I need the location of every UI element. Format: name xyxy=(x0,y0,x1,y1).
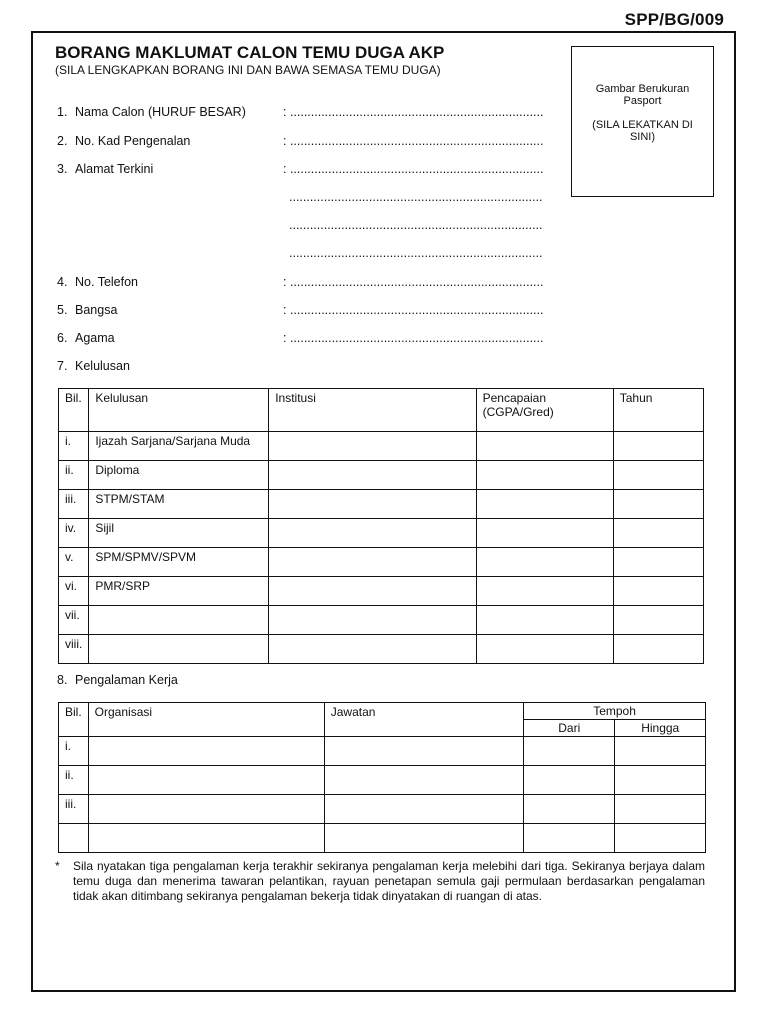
institution-cell[interactable] xyxy=(269,490,476,519)
header-cell-from: Dari xyxy=(524,720,615,737)
qualification-label: SPM/SPMV/SPVM xyxy=(89,548,269,577)
field-name xyxy=(57,105,246,119)
qualification-input[interactable] xyxy=(89,606,269,635)
table-row xyxy=(59,795,706,824)
field-label: No. Kad Pengenalan xyxy=(75,134,191,148)
institution-cell[interactable] xyxy=(269,635,476,664)
field-label: No. Telefon xyxy=(75,275,139,289)
header-cell: Pencapaian (CGPA/Gred) xyxy=(476,389,613,432)
year-cell[interactable] xyxy=(613,490,703,519)
institution-cell[interactable] xyxy=(269,577,476,606)
to-cell[interactable] xyxy=(615,824,706,853)
table-row xyxy=(59,432,704,461)
year-cell[interactable] xyxy=(613,432,703,461)
row-number: vi. xyxy=(59,577,89,606)
field-number: 2. xyxy=(57,134,68,148)
row-number: iii. xyxy=(59,795,89,824)
header-cell: Organisasi xyxy=(88,703,324,737)
section-label: Pengalaman Kerja xyxy=(75,673,178,687)
row-number: i. xyxy=(59,737,89,766)
achievement-cell[interactable] xyxy=(476,548,613,577)
achievement-cell[interactable] xyxy=(476,577,613,606)
year-cell[interactable] xyxy=(613,548,703,577)
race-input-line[interactable]: : ......................................................................... xyxy=(283,303,544,317)
position-cell[interactable] xyxy=(324,824,523,853)
row-number: ii. xyxy=(59,766,89,795)
section-number: 8. xyxy=(57,673,68,687)
table-row xyxy=(59,519,704,548)
field-number: 6. xyxy=(57,331,68,345)
header-cell-to: Hingga xyxy=(615,720,706,737)
form-subtitle: (SILA LENGKAPKAN BORANG INI DAN BAWA SEMASA TEMU DUGA) xyxy=(55,63,441,77)
qualifications-table xyxy=(58,388,704,664)
ic-input-line[interactable]: : ......................................................................... xyxy=(283,134,544,148)
organisation-cell[interactable] xyxy=(88,737,324,766)
table-row xyxy=(59,824,706,853)
year-cell[interactable] xyxy=(613,635,703,664)
achievement-cell[interactable] xyxy=(476,635,613,664)
table-header-row xyxy=(59,389,704,432)
address-input-line-4[interactable]: ......................................................................... xyxy=(289,246,543,260)
institution-cell[interactable] xyxy=(269,461,476,490)
row-number: viii. xyxy=(59,635,89,664)
row-number: i. xyxy=(59,432,89,461)
photo-instruction: (SILA LEKATKAN DI SINI) xyxy=(592,119,693,143)
from-cell[interactable] xyxy=(524,766,615,795)
header-cell: Jawatan xyxy=(324,703,523,737)
header-cell: Institusi xyxy=(269,389,476,432)
institution-cell[interactable] xyxy=(269,606,476,635)
year-cell[interactable] xyxy=(613,606,703,635)
field-label: Agama xyxy=(75,331,115,345)
to-cell[interactable] xyxy=(615,766,706,795)
year-cell[interactable] xyxy=(613,461,703,490)
passport-photo-box[interactable] xyxy=(571,46,714,197)
to-cell[interactable] xyxy=(615,737,706,766)
section-label: Kelulusan xyxy=(75,359,130,373)
from-cell[interactable] xyxy=(524,795,615,824)
photo-label: Gambar Berukuran Pasport xyxy=(595,83,690,107)
table-row xyxy=(59,461,704,490)
table-row xyxy=(59,635,704,664)
qualification-label: PMR/SRP xyxy=(89,577,269,606)
address-input-line-3[interactable]: ......................................................................... xyxy=(289,218,543,232)
row-number: iv. xyxy=(59,519,89,548)
footnote xyxy=(55,859,705,904)
section-number: 7. xyxy=(57,359,68,373)
section-qualifications xyxy=(57,359,130,373)
institution-cell[interactable] xyxy=(269,548,476,577)
field-religion xyxy=(57,331,115,345)
position-cell[interactable] xyxy=(324,737,523,766)
achievement-cell[interactable] xyxy=(476,432,613,461)
achievement-cell[interactable] xyxy=(476,490,613,519)
row-number: v. xyxy=(59,548,89,577)
row-number: iii. xyxy=(59,490,89,519)
qualification-label: STPM/STAM xyxy=(89,490,269,519)
qualification-label: Sijil xyxy=(89,519,269,548)
field-label: Bangsa xyxy=(75,303,118,317)
section-work-experience xyxy=(57,673,178,687)
field-number: 5. xyxy=(57,303,68,317)
field-number: 4. xyxy=(57,275,68,289)
institution-cell[interactable] xyxy=(269,519,476,548)
footnote-text: Sila nyatakan tiga pengalaman kerja terakhir sekiranya pengalaman kerja melebihi dari tiga. Sekiranya berjaya dalam temu duga dan menerima tawaran pelantikan, rayuan penetapan semula gaji permulaan berdasarkan pengalaman tidak akan ditimbang sekiranya pengalaman bekerja tidak dinyatakan di ruangan di atas. xyxy=(73,859,705,903)
address-input-line-1[interactable]: : ......................................................................... xyxy=(283,162,544,176)
field-address xyxy=(57,162,153,176)
position-cell[interactable] xyxy=(324,766,523,795)
field-label: Nama Calon (HURUF BESAR) xyxy=(75,105,246,119)
header-cell: Tahun xyxy=(613,389,703,432)
work-experience-table xyxy=(58,702,706,853)
header-cell-period: Tempoh xyxy=(524,703,706,720)
to-cell[interactable] xyxy=(615,795,706,824)
header-cell: Bil. xyxy=(59,703,89,737)
table-row xyxy=(59,577,704,606)
field-number: 1. xyxy=(57,105,68,119)
row-number: vii. xyxy=(59,606,89,635)
from-cell[interactable] xyxy=(524,824,615,853)
row-number: ii. xyxy=(59,461,89,490)
address-input-line-2[interactable]: ......................................................................... xyxy=(289,190,543,204)
achievement-cell[interactable] xyxy=(476,461,613,490)
achievement-cell[interactable] xyxy=(476,606,613,635)
table-row xyxy=(59,490,704,519)
field-number: 3. xyxy=(57,162,68,176)
year-cell[interactable] xyxy=(613,577,703,606)
qualification-label: Ijazah Sarjana/Sarjana Muda xyxy=(89,432,269,461)
field-ic-number xyxy=(57,134,190,148)
document-code: SPP/BG/009 xyxy=(624,10,724,29)
achievement-cell[interactable] xyxy=(476,519,613,548)
table-header-row xyxy=(59,703,706,720)
field-phone xyxy=(57,275,138,289)
from-cell[interactable] xyxy=(524,737,615,766)
header-cell: Bil. xyxy=(59,389,89,432)
table-row xyxy=(59,737,706,766)
row-number xyxy=(59,824,89,853)
religion-input-line[interactable]: : ......................................................................... xyxy=(283,331,544,345)
table-row xyxy=(59,766,706,795)
table-row xyxy=(59,606,704,635)
field-race xyxy=(57,303,117,317)
organisation-cell[interactable] xyxy=(88,795,324,824)
header-cell: Kelulusan xyxy=(89,389,269,432)
form-title: BORANG MAKLUMAT CALON TEMU DUGA AKP xyxy=(55,43,445,62)
institution-cell[interactable] xyxy=(269,432,476,461)
organisation-cell[interactable] xyxy=(88,766,324,795)
name-input-line[interactable]: : ......................................................................... xyxy=(283,105,544,119)
field-label: Alamat Terkini xyxy=(75,162,154,176)
organisation-cell[interactable] xyxy=(88,824,324,853)
table-row xyxy=(59,548,704,577)
qualification-input[interactable] xyxy=(89,635,269,664)
footnote-asterisk: * xyxy=(55,859,60,873)
qualification-label: Diploma xyxy=(89,461,269,490)
year-cell[interactable] xyxy=(613,519,703,548)
phone-input-line[interactable]: : ......................................................................... xyxy=(283,275,544,289)
position-cell[interactable] xyxy=(324,795,523,824)
